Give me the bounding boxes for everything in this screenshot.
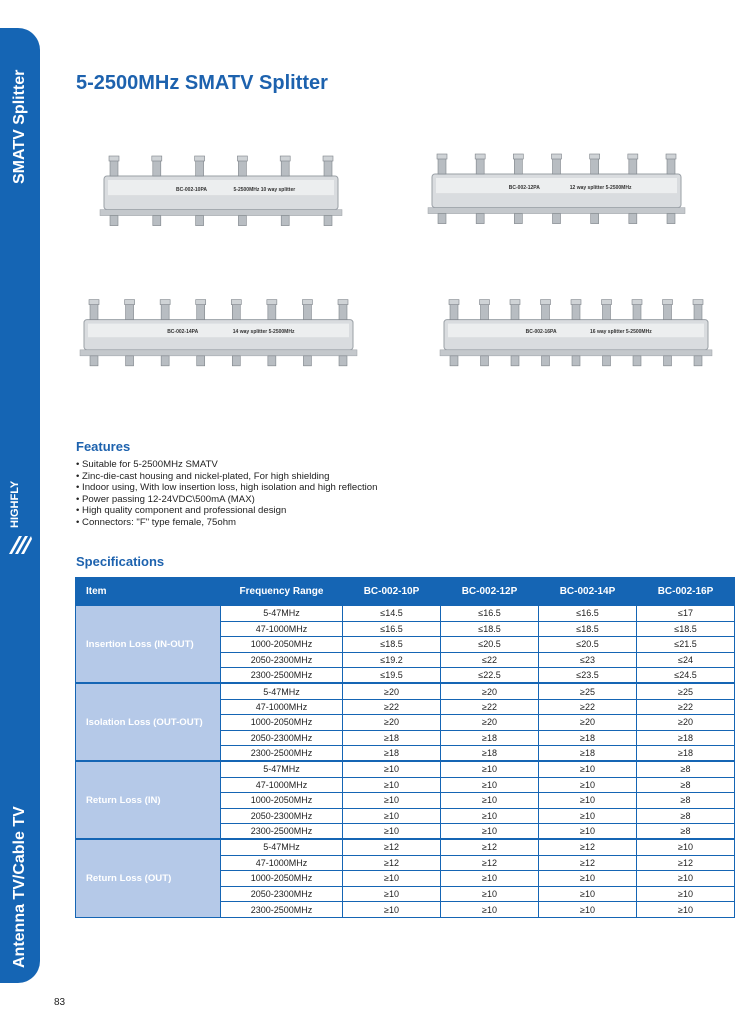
value-cell: ≥10 [343,871,441,887]
value-cell: ≥20 [343,715,441,731]
value-cell: ≥18 [343,730,441,746]
frequency-cell: 2050-2300MHz [221,808,343,824]
value-cell: ≥22 [637,699,735,715]
brand-logo-text: HIGHFLY [9,480,21,528]
frequency-cell: 5-47MHz [221,683,343,699]
value-cell: ≥18 [441,746,539,762]
value-cell: ≤24.5 [637,668,735,684]
value-cell: ≥10 [539,777,637,793]
value-cell: ≤18.5 [637,621,735,637]
value-cell: ≥12 [343,839,441,855]
value-cell: ≥10 [343,824,441,840]
svg-text:BC-002-10PA: BC-002-10PA [176,187,208,194]
specifications-table-body [76,606,735,918]
value-cell: ≤17 [637,606,735,622]
value-cell: ≥10 [441,824,539,840]
value-cell: ≥12 [441,855,539,871]
header-bc-002-14p: BC-002-14P [539,578,637,606]
svg-text:5-2500MHz 10 way splitter: 5-2500MHz 10 way splitter [233,187,296,194]
value-cell: ≥10 [343,761,441,777]
value-cell: ≥10 [441,793,539,809]
frequency-cell: 1000-2050MHz [221,871,343,887]
brand-logo-icon [7,532,33,558]
frequency-cell: 2050-2300MHz [221,730,343,746]
value-cell: ≤18.5 [539,621,637,637]
value-cell: ≤18.5 [343,637,441,653]
value-cell: ≥10 [539,824,637,840]
group-label: Return Loss (IN) [76,761,221,839]
value-cell: ≤19.5 [343,668,441,684]
value-cell: ≥10 [539,808,637,824]
frequency-cell: 47-1000MHz [221,699,343,715]
group-label: Isolation Loss (OUT-OUT) [76,683,221,761]
value-cell: ≥12 [539,839,637,855]
value-cell: ≥10 [343,886,441,902]
svg-text:16 way splitter 5-2500MHz: 16 way splitter 5-2500MHz [590,329,652,336]
frequency-cell: 47-1000MHz [221,777,343,793]
value-cell: ≥22 [343,699,441,715]
page-title: 5-2500MHz SMATV Splitter [76,72,328,94]
product-image-12-way [424,150,689,230]
feature-item: • Zinc-die-cast housing and nickel-plated, For high shielding [76,471,377,483]
frequency-cell: 47-1000MHz [221,621,343,637]
value-cell: ≥8 [637,777,735,793]
table-header-row [76,578,735,606]
value-cell: ≥8 [637,761,735,777]
value-cell: ≤23.5 [539,668,637,684]
value-cell: ≤24 [637,652,735,668]
value-cell: ≥10 [539,902,637,918]
frequency-cell: 5-47MHz [221,761,343,777]
header-bc-002-10p: BC-002-10P [343,578,441,606]
feature-item: • High quality component and professional design [76,505,377,517]
features-list [76,459,377,528]
svg-text:12 way splitter 5-2500MHz: 12 way splitter 5-2500MHz [569,185,632,192]
value-cell: ≥10 [343,777,441,793]
splitter-16-way-icon [436,298,716,370]
group-label: Insertion Loss (IN-OUT) [76,606,221,684]
value-cell: ≥10 [441,777,539,793]
value-cell: ≤16.5 [441,606,539,622]
frequency-cell: 2300-2500MHz [221,902,343,918]
value-cell: ≥8 [637,793,735,809]
side-label-bottom: Antenna TV/Cable TV [11,806,28,968]
header-frequency-range: Frequency Range [221,578,343,606]
value-cell: ≤20.5 [539,637,637,653]
frequency-cell: 1000-2050MHz [221,793,343,809]
table-row [76,606,735,622]
value-cell: ≥25 [637,683,735,699]
frequency-cell: 2050-2300MHz [221,652,343,668]
value-cell: ≤18.5 [441,621,539,637]
value-cell: ≥10 [539,761,637,777]
side-label-top: SMATV Splitter [11,69,28,184]
value-cell: ≥20 [637,715,735,731]
value-cell: ≥10 [441,886,539,902]
splitter-10-way-icon [96,152,346,232]
value-cell: ≥10 [637,839,735,855]
specifications-title: Specifications [76,554,165,569]
value-cell: ≥10 [637,886,735,902]
value-cell: ≥10 [343,902,441,918]
value-cell: ≥18 [539,746,637,762]
value-cell: ≥8 [637,808,735,824]
value-cell: ≥10 [637,871,735,887]
value-cell: ≥10 [637,902,735,918]
table-row [76,761,735,777]
frequency-cell: 5-47MHz [221,839,343,855]
group-label: Return Loss (OUT) [76,839,221,917]
table-row [76,839,735,855]
value-cell: ≥12 [343,855,441,871]
table-row [76,683,735,699]
value-cell: ≤16.5 [539,606,637,622]
value-cell: ≥12 [539,855,637,871]
value-cell: ≥25 [539,683,637,699]
feature-item: • Power passing 12-24VDC\500mA (MAX) [76,494,377,506]
value-cell: ≥18 [441,730,539,746]
frequency-cell: 1000-2050MHz [221,715,343,731]
value-cell: ≤14.5 [343,606,441,622]
svg-text:14 way splitter 5-2500MHz: 14 way splitter 5-2500MHz [232,329,295,336]
frequency-cell: 2300-2500MHz [221,668,343,684]
value-cell: ≤22 [441,652,539,668]
feature-item: • Connectors: "F" type female, 75ohm [76,517,377,529]
value-cell: ≥10 [539,886,637,902]
value-cell: ≥20 [441,683,539,699]
value-cell: ≥10 [441,761,539,777]
value-cell: ≥18 [637,746,735,762]
value-cell: ≤22.5 [441,668,539,684]
value-cell: ≥20 [441,715,539,731]
value-cell: ≥10 [441,808,539,824]
features-title: Features [76,439,131,454]
value-cell: ≤16.5 [343,621,441,637]
value-cell: ≥10 [343,808,441,824]
splitter-12-way-icon [424,150,689,230]
splitter-14-way-icon [76,298,361,370]
value-cell: ≥20 [343,683,441,699]
value-cell: ≥12 [441,839,539,855]
frequency-cell: 2300-2500MHz [221,746,343,762]
value-cell: ≤20.5 [441,637,539,653]
value-cell: ≥22 [539,699,637,715]
value-cell: ≤23 [539,652,637,668]
value-cell: ≥12 [637,855,735,871]
value-cell: ≥18 [343,746,441,762]
value-cell: ≤21.5 [637,637,735,653]
header-bc-002-16p: BC-002-16P [637,578,735,606]
product-image-10-way [96,152,346,232]
value-cell: ≥20 [539,715,637,731]
frequency-cell: 47-1000MHz [221,855,343,871]
frequency-cell: 2300-2500MHz [221,824,343,840]
svg-text:BC-002-14PA: BC-002-14PA [167,329,199,336]
value-cell: ≥18 [539,730,637,746]
frequency-cell: 5-47MHz [221,606,343,622]
value-cell: ≥10 [441,902,539,918]
value-cell: ≥8 [637,824,735,840]
product-image-14-way [76,298,361,370]
svg-text:BC-002-12PA: BC-002-12PA [508,185,540,192]
value-cell: ≤19.2 [343,652,441,668]
frequency-cell: 2050-2300MHz [221,886,343,902]
frequency-cell: 1000-2050MHz [221,637,343,653]
value-cell: ≥10 [343,793,441,809]
header-bc-002-12p: BC-002-12P [441,578,539,606]
feature-item: • Suitable for 5-2500MHz SMATV [76,459,377,471]
svg-text:BC-002-16PA: BC-002-16PA [525,329,557,336]
value-cell: ≥10 [441,871,539,887]
value-cell: ≥10 [539,871,637,887]
feature-item: • Indoor using, With low insertion loss, high isolation and high reflection [76,482,377,494]
value-cell: ≥22 [441,699,539,715]
product-image-16-way [436,298,716,370]
page-number: 83 [54,997,66,1008]
value-cell: ≥10 [539,793,637,809]
value-cell: ≥18 [637,730,735,746]
header-item: Item [76,578,221,606]
specifications-table [75,577,735,918]
